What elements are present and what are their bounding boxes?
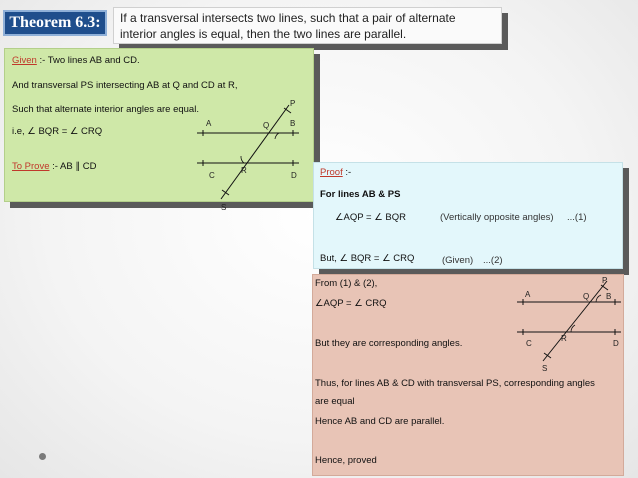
conclusion-line-7: Hence, proved [315,455,377,466]
label-d: D [291,171,297,180]
label-q: Q [263,121,270,130]
proof-label: Proof [320,167,343,178]
conc-label-a: A [525,290,531,299]
statement-line-2: interior angles is equal, then the two lines are parallel. [120,27,407,41]
proof-line-3-reason: (Given) [442,255,474,266]
conc-label-c: C [526,339,532,348]
conclusion-line-4: Thus, for lines AB & CD with transversal PS, corresponding angles [315,378,595,389]
conclusion-line-6: Hence AB and CD are parallel. [315,416,445,427]
proof-label-suffix: :- [342,167,352,178]
proof-heading [320,167,351,178]
to-prove-text: :- AB ∥ CD [52,161,97,172]
given-line-1 [12,55,140,66]
theorem-statement [113,7,502,44]
given-line-3: Such that alternate interior angles are equal. [12,104,199,115]
conc-label-s: S [542,364,548,373]
conclusion-line-1: From (1) & (2), [315,278,378,289]
conc-label-p: P [602,276,608,285]
proof-line-3-num: ...(2) [483,255,503,266]
label-r: R [241,166,247,175]
transversal-ps [221,105,289,199]
to-prove-line [12,161,96,172]
conclusion-line-3: But they are corresponding angles. [315,338,463,349]
conclusion-panel [312,274,624,476]
given-figure [191,99,311,214]
proof-panel [313,162,623,269]
proof-line-2-reason: (Vertically opposite angles) [440,212,554,223]
to-prove-label: To Prove [12,161,50,172]
slide-bullet-dot [39,453,46,460]
proof-line-3: But, ∠ BQR = ∠ CRQ [320,253,415,264]
conc-transversal-ps [543,281,607,361]
conc-label-d: D [613,339,619,348]
label-s: S [221,203,227,212]
theorem-title: Theorem 6.3: [3,10,107,36]
given-label: Given [12,55,37,66]
proof-line-2-num: ...(1) [567,212,587,223]
given-line-1-text: :- Two lines AB and CD. [39,55,140,66]
given-panel [4,48,314,212]
conclusion-line-5: are equal [315,396,355,407]
conc-label-q: Q [583,292,590,301]
given-line-4: i.e, ∠ BQR = ∠ CRQ [12,126,103,137]
conc-label-b: B [606,292,612,301]
statement-line-1: If a transversal intersects two lines, such that a pair of alternate [120,11,456,25]
conc-label-r: R [561,334,567,343]
label-c: C [209,171,215,180]
label-p: P [290,99,296,108]
proof-line-1: For lines AB & PS [320,189,401,200]
label-b: B [290,119,296,128]
conclusion-figure [509,275,629,375]
proof-line-2: ∠AQP = ∠ BQR [335,212,406,223]
conclusion-line-2: ∠AQP = ∠ CRQ [315,298,387,309]
given-line-2: And transversal PS intersecting AB at Q and CD at R, [12,80,238,91]
label-a: A [206,119,212,128]
